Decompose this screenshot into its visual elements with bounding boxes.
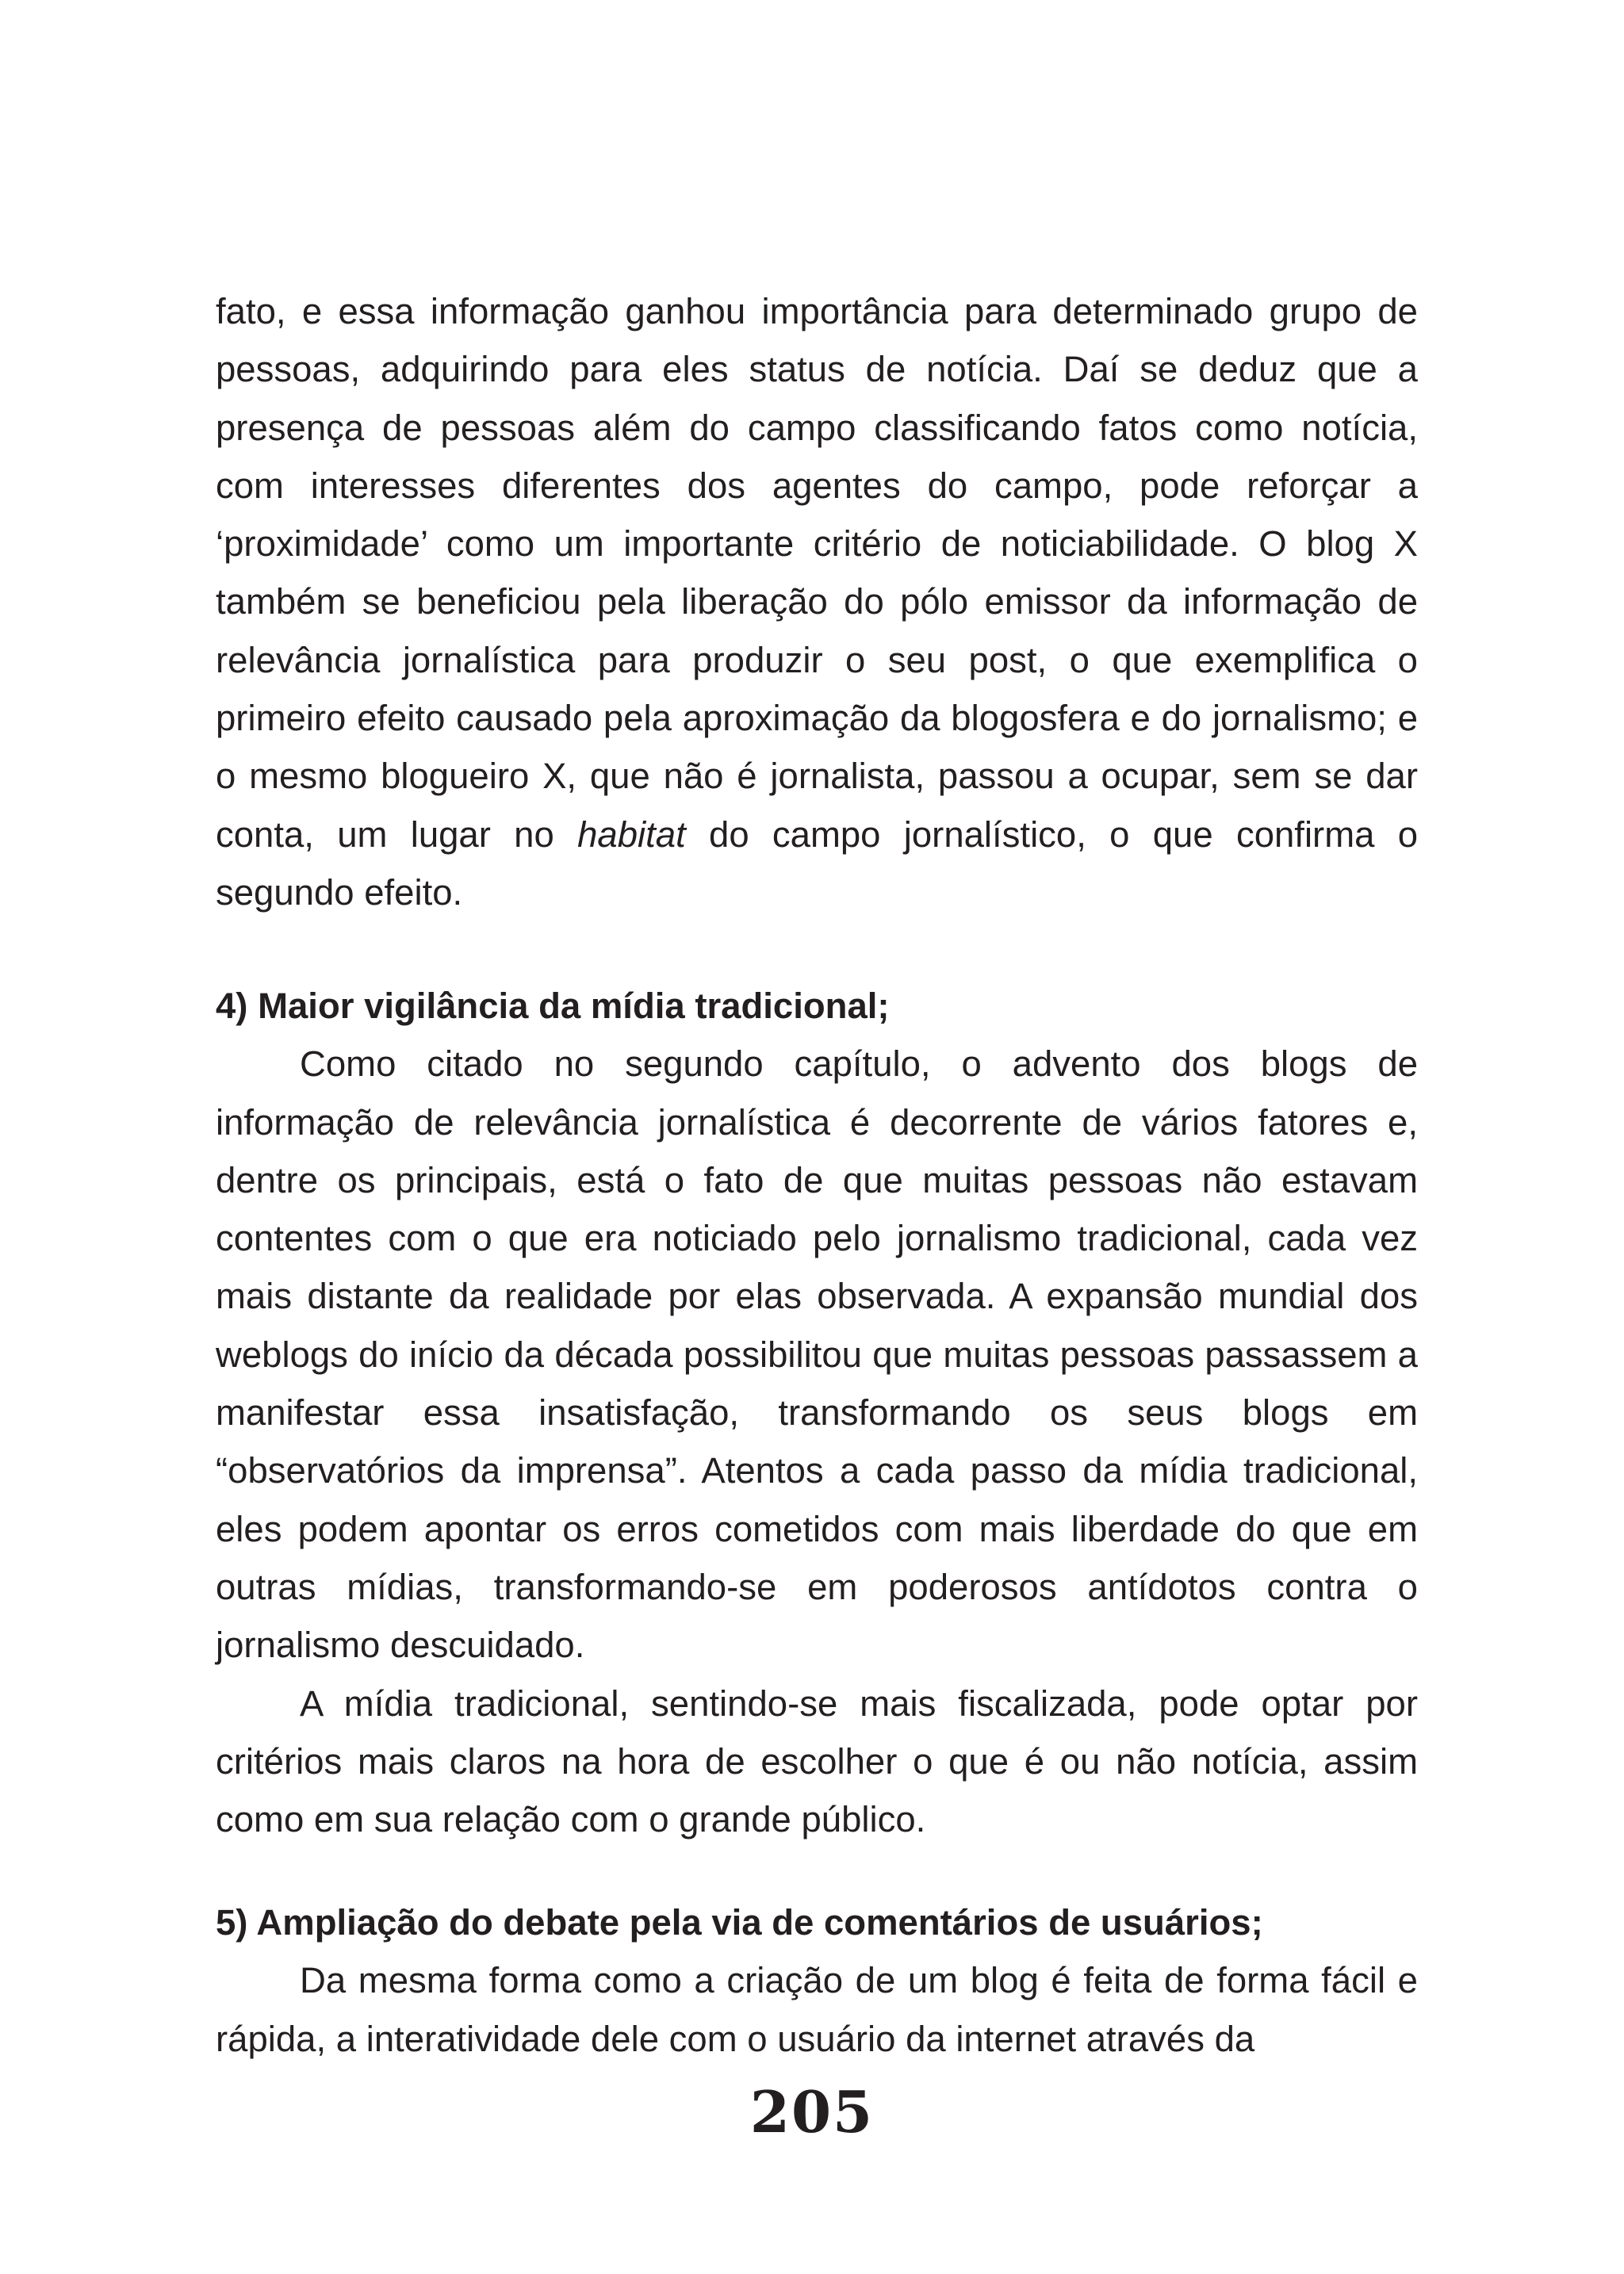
- paragraph-text: fato, e essa informação ganhou importância para determinado grupo de pessoas, adquirindo para eles status de notícia. Daí se deduz que a presença de pessoas além do campo classificando fatos como notícia, com interesses diferentes dos agentes do campo, pode reforçar a ‘proximidade’ como um importante critério de noticiabilidade. O blog X também se beneficiou pela liberação do pólo emissor da informação de relevância jornalística para produzir o seu post, o que exemplifica o primeiro efeito causado pela aproximação da blogosfera e do jornalismo; e o mesmo blogueiro X, que não é jornalista, passou a ocupar, sem se dar conta, um lugar no: [216, 291, 1418, 855]
- paragraph: Da mesma forma como a criação de um blog é feita de forma fácil e rápida, a interatividade dele com o usuário da internet através da: [216, 1960, 1418, 2059]
- paragraph: A mídia tradicional, sentindo-se mais fiscalizada, pode optar por critérios mais claros na hora de escolher o que é ou não notícia, assim como em sua relação com o grande público.: [216, 1683, 1418, 1840]
- paragraph-text-continued: do campo jornalístico, o que confirma o segundo efeito.: [216, 814, 1418, 913]
- italic-term: habitat: [577, 814, 686, 855]
- section-5: [216, 1893, 1418, 2068]
- section-heading: 4) Maior vigilância da mídia tradicional;: [216, 986, 890, 1026]
- section-4: [216, 977, 1418, 1848]
- section-heading: 5) Ampliação do debate pela via de comentários de usuários;: [216, 1902, 1263, 1943]
- page-number: 205: [749, 2078, 875, 2146]
- body-paragraph-1: [216, 282, 1418, 921]
- paragraph: Como citado no segundo capítulo, o advento dos blogs de informação de relevância jornalística é decorrente de vários fatores e, dentre os principais, está o fato de que muitas pessoas não estavam contentes com o que era noticiado pelo jornalismo tradicional, cada vez mais distante da realidade por elas observada. A expansão mundial dos weblogs do início da década possibilitou que muitas pessoas passassem a manifestar essa insatisfação, transformando os seus blogs em “observatórios da imprensa”. Atentos a cada passo da mídia tradicional, eles podem apontar os erros cometidos com mais liberdade do que em outras mídias, transformando-se em poderosos antídotos contra o jornalismo descuidado.: [216, 1043, 1418, 1666]
- paragraph: [216, 282, 1418, 921]
